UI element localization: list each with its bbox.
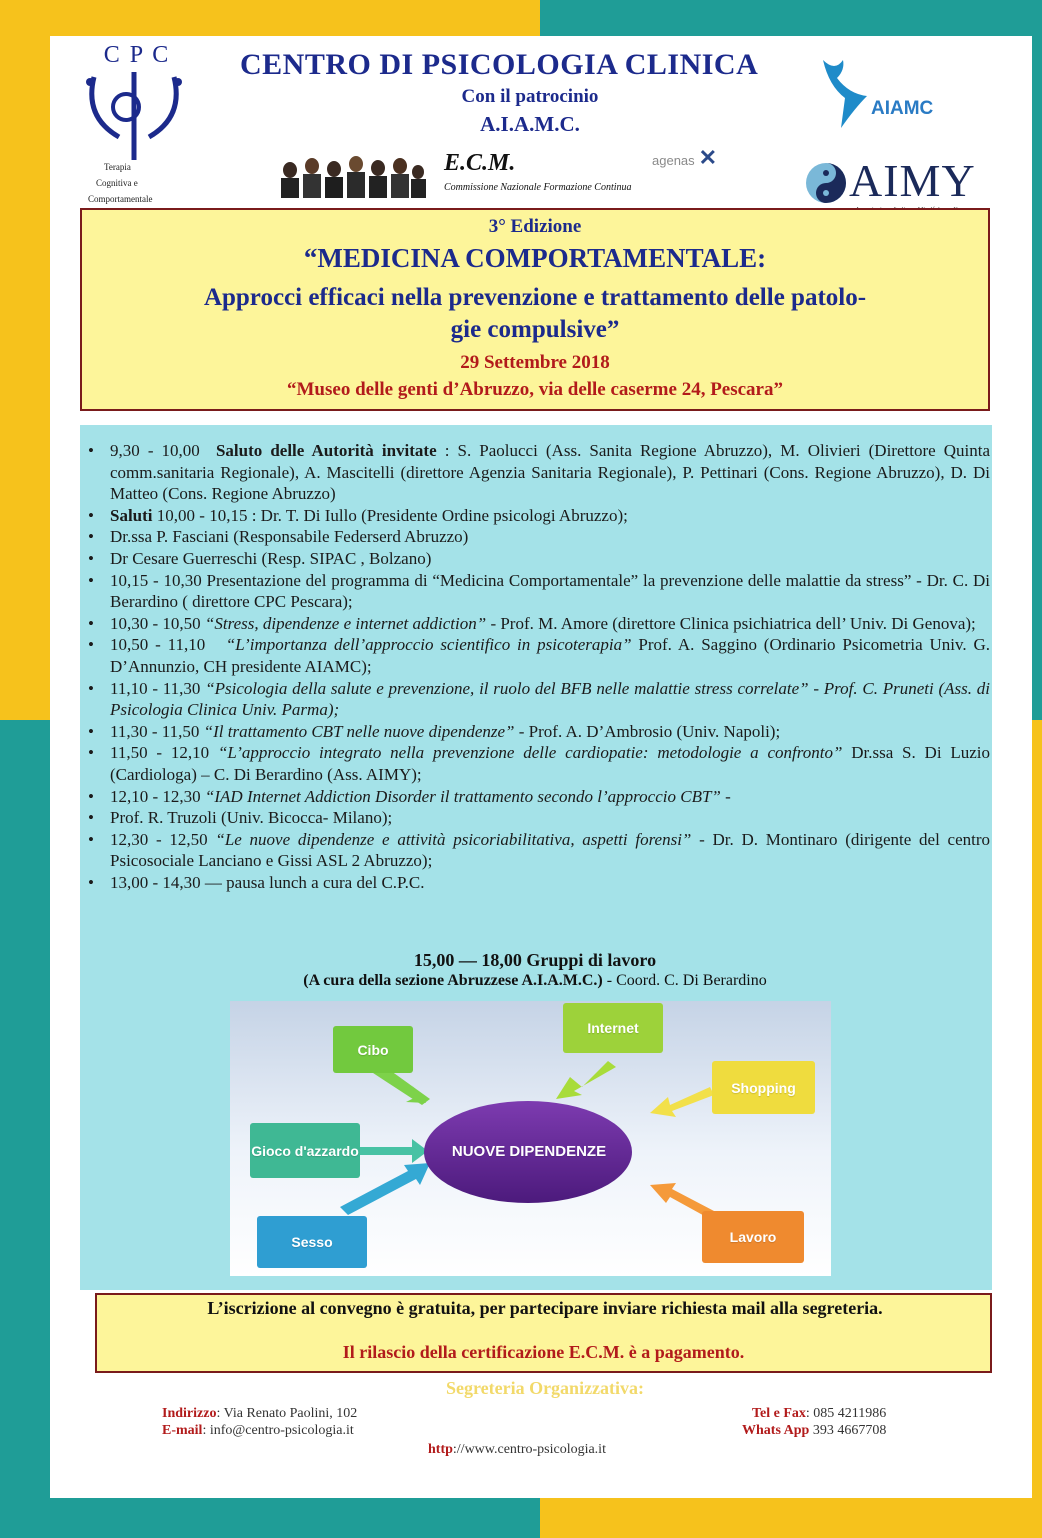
group-photo [276, 152, 426, 198]
frame-right-teal [1032, 0, 1042, 720]
program-item: • 9,30 - 10,00 Saluto delle Autorità invitate : S. Paolucci (Ass. Sanita Regione Abruzzo), M. Olivieri (Direttore Quinta comm.sanitaria Regionale), A. Mascitelli (direttore Agenzia Sanitaria Regionale), P. Pettinari (Cons. Regione Abruzzo), D. Di Matteo (Cons. Regione Abruzzo) [86, 440, 990, 505]
program-item: • 12,10 - 12,30 “IAD Internet Addiction Disorder il trattamento secondo l’approccio CBT” - [86, 786, 990, 808]
frame-right-yellow [1032, 720, 1042, 1538]
cpc-logo [74, 42, 194, 208]
conference-venue: “Museo delle genti d’Abruzzo, via delle caserme 24, Pescara” [287, 379, 783, 400]
email-link[interactable]: : info@centro-psicologia.it [202, 1423, 354, 1438]
footer-email: E-mail: info@centro-psicologia.it [162, 1423, 354, 1438]
diagram-node-gioco: Gioco d'azzardo [250, 1123, 360, 1178]
frame-bottom-yellow [540, 1498, 1042, 1538]
footer-whatsapp: Whats App 393 4667708 [742, 1423, 887, 1438]
registration-line2: Il rilascio della certificazione E.C.M. è a pagamento. [342, 1342, 745, 1362]
program-item: • 11,50 - 12,10 “L’approccio integrato nella prevenzione delle cardiopatie: metodologie a confronto” Dr.ssa S. Di Luzio (Cardiologa) – C. Di Berardino (Ass. AIMY); [86, 742, 990, 785]
ecm-subtitle: Commissione Nazionale Formazione Continua [444, 182, 632, 193]
registration-line1: L’iscrizione al convegno è gratuita, per partecipare inviare richiesta mail alla segreteria. [207, 1298, 883, 1318]
ecm-title: E.C.M. [444, 150, 516, 176]
footer-heading: Segreteria Organizzativa: [445, 1378, 645, 1398]
footer-address: Indirizzo: Via Renato Paolini, 102 [162, 1406, 358, 1421]
edition-label: 3° Edizione [488, 216, 582, 237]
aiamc-logo-text: AIAMC [871, 98, 934, 119]
diagram-center: NUOVE DIPENDENZE [451, 1143, 607, 1160]
agenas-mark-icon: ✕ [698, 145, 718, 170]
conference-title-3: gie compulsive” [450, 316, 620, 343]
aimy-logo [803, 152, 1003, 216]
bird-icon [815, 56, 875, 132]
footer-website[interactable]: http://www.centro-psicologia.it [428, 1442, 606, 1457]
yin-yang-icon [803, 160, 849, 206]
program-item: • 10,15 - 10,30 Presentazione del programma di “Medicina Comportamentale” la prevenzione delle malattie da stress” - Dr. C. Di Berardino ( direttore CPC Pescara); [86, 570, 990, 613]
nuove-dipendenze-diagram [230, 1001, 831, 1276]
agenas-logo [652, 145, 717, 171]
program-item: • 10,50 - 11,10 “L’importanza dell’approccio scientifico in psicoterapia” Prof. A. Saggino (Ordinario Psicometria Univ. G. D’Annunzio, CH presidente AIAMC); [86, 634, 990, 677]
program-item: • Saluti 10,00 - 10,15 : Dr. T. Di Iullo (Presidente Ordine psicologi Abruzzo); [86, 505, 990, 527]
frame-bottom-teal [0, 1498, 540, 1538]
footer-tel: Tel e Fax: 085 4211986 [752, 1406, 887, 1421]
aiamc-logo [815, 56, 975, 136]
cpc-caption-1: Terapia [104, 162, 131, 172]
program-list [86, 440, 990, 893]
program-item: • 11,10 - 11,30 “Psicologia della salute e prevenzione, il ruolo del BFB nelle malattie stress correlate” - Prof. C. Pruneti (Ass. di Psicologia Clinica Univ. Parma); [86, 678, 990, 721]
conference-title-2: Approcci efficaci nella prevenzione e trattamento delle patolo- [203, 284, 867, 311]
diagram-node-cibo: Cibo [333, 1026, 413, 1073]
workgroups-subheading: (A cura della sezione Abruzzese A.I.A.M.C.) - Coord. C. Di Berardino [303, 972, 767, 989]
diagram-node-internet: Internet [563, 1003, 663, 1053]
conference-date: 29 Settembre 2018 [460, 352, 610, 373]
cpc-caption-2: Cognitiva e [96, 178, 138, 188]
frame-top-teal [540, 0, 1042, 36]
page-title: CENTRO DI PSICOLOGIA CLINICA [240, 48, 759, 81]
program-item: • 13,00 - 14,30 — pausa lunch a cura del C.P.C. [86, 872, 990, 894]
patronage-line1: Con il patrocinio [461, 86, 599, 107]
diagram-node-lavoro: Lavoro [702, 1211, 804, 1263]
patronage-line2: A.I.A.M.C. [480, 112, 580, 136]
diagram-node-sesso: Sesso [257, 1216, 367, 1268]
program-item: • Dr Cesare Guerreschi (Resp. SIPAC , Bolzano) [86, 548, 990, 570]
workgroups-heading: 15,00 — 18,00 Gruppi di lavoro [413, 950, 657, 970]
conference-title-1: “MEDICINA COMPORTAMENTALE: [303, 243, 767, 273]
program-item: • 11,30 - 11,50 “Il trattamento CBT nelle nuove dipendenze” - Prof. A. D’Ambrosio (Univ. Napoli); [86, 721, 990, 743]
frame-left-teal [0, 720, 50, 1538]
diagram-node-shopping: Shopping [712, 1061, 815, 1114]
cpc-logo-text: C P C [103, 42, 171, 68]
program-item: • Prof. R. Truzoli (Univ. Bicocca- Milano); [86, 807, 990, 829]
cpc-caption-3: Comportamentale [88, 194, 153, 204]
frame-left-yellow [0, 0, 50, 720]
program-item: • 10,30 - 10,50 “Stress, dipendenze e internet addiction” - Prof. M. Amore (direttore Clinica psichiatrica dell’ Univ. Di Genova); [86, 613, 990, 635]
aimy-logo-text: AIMY [849, 155, 976, 206]
agenas-label: agenas [652, 153, 695, 168]
program-item: • Dr.ssa P. Fasciani (Responsabile Federserd Abruzzo) [86, 526, 990, 548]
program-item: • 12,30 - 12,50 “Le nuove dipendenze e attività psicoriabilitativa, aspetti forensi” - Dr. D. Montinaro (dirigente del centro Psicosociale Lanciano e Gissi ASL 2 Abruzzo); [86, 829, 990, 872]
frame-top-yellow [0, 0, 540, 36]
